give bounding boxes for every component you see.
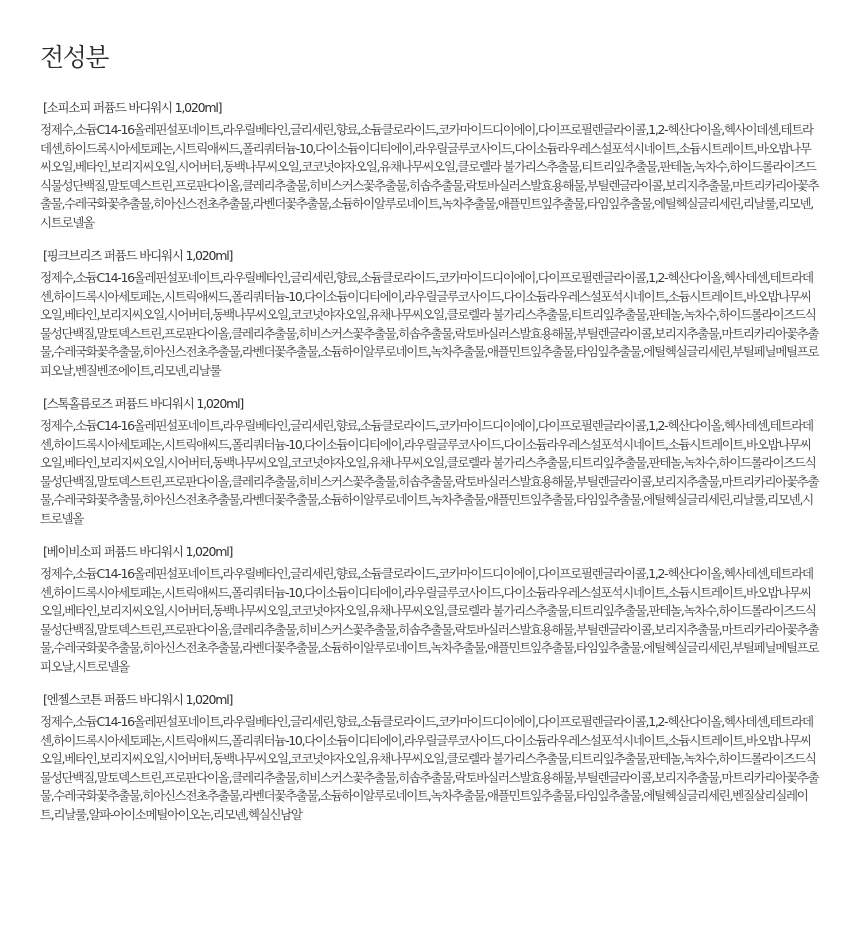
ingredients-list: 정제수,소듐C14-16올레핀설포네이트,라우릴베타인,글리세린,향료,소듐클로라이드,코카마이드디이에이,다이프로필렌글라이콜,1,2-헥산다이올,헥사데센,테트라데센,하이드록시아세토페논,시트릭애씨드,폴리쿼터늄-10,다이소듐이디티에이,라우릴글루코사이드,다이소듐라우레스설포석시네이트,소듐시트레이트,바오밥나무씨오일,베타인,보리지씨오일,시어버터,동백나무씨오일,코코넛야자오일,유채나무씨오일,클로렐라 불가리스추출물,티트리잎추출물,판테놀,녹차수,하이드롤라이즈드식물성단백질,말토덱스트린,프로판다이올,클레리추출물,히비스커스꽃추출물,히솝추출물,락토바실러스발효용해물,부틸렌글라이콜,보리지추출물,마트리카리아꽃추출물,수레국화꽃추출물,히아신스전초추출물,라벤더꽃추출물,소듐하이알루로네이트,녹차추출물,애플민트잎추출물,타임잎추출물,에틸헥실글리세린,부틸페닐메틸프로피오날,시트로넬올: [40, 566, 819, 674]
product-section-babysofi: [40, 542, 820, 676]
product-section-sofisofi: [40, 98, 820, 232]
ingredients-list: 정제수,소듐C14-16올레핀설포네이트,라우릴베타인,글리세린,향료,소듐클로라이드,코카마이드디이에이,다이프로필렌글라이콜,1,2-헥산다이올,헥사데센,테트라데센,하이드록시아세토페논,시트릭애씨드,폴리쿼터늄-10,다이소듐이디티에이,라우릴글루코사이드,다이소듐라우레스설포석시네이트,소듐시트레이트,바오밥나무씨오일,베타인,보리지씨오일,시어버터,동백나무씨오일,코코넛야자오일,유채나무씨오일,클로렐라 불가리스추출물,티트리잎추출물,판테놀,녹차수,하이드롤라이즈드식물성단백질,말토덱스트린,프로판다이올,클레리추출물,히비스커스꽃추출물,히솝추출물,락토바실러스발효용해물,부틸렌글라이콜,보리지추출물,마트리카리아꽃추출물,수레국화꽃추출물,히아신스전초추출물,라벤더꽃추출물,소듐하이알루로네이트,녹차추출물,애플민트잎추출물,타임잎추출물,에틸헥실글리세린,리날룰,리모넨,시트로넬올: [40, 418, 819, 526]
product-name: [핑크브리즈 퍼퓸드 바디워시 1,020ml]: [43, 248, 233, 263]
product-section-angelscotton: [40, 690, 820, 824]
product-name: [소피소피 퍼퓸드 바디워시 1,020ml]: [43, 100, 222, 115]
product-name: [스톡홀름로즈 퍼퓸드 바디워시 1,020ml]: [43, 396, 244, 411]
ingredients-list: 정제수,소듐C14-16올레핀설포네이트,라우릴베타인,글리세린,향료,소듐클로라이드,코카마이드디이에이,다이프로필렌글라이콜,1,2-헥산다이올,헥사데센,테트라데센,하이드록시아세토페논,시트릭애씨드,폴리쿼터늄-10,다이소듐이디티에이,라우릴글루코사이드,다이소듐라우레스설포석시네이트,소듐시트레이트,바오밥나무씨오일,베타인,보리지씨오일,시어버터,동백나무씨오일,코코넛야자오일,유채나무씨오일,클로렐라 불가리스추출물,티트리잎추출물,판테놀,녹차수,하이드롤라이즈드식물성단백질,말토덱스트린,프로판다이올,클레리추출물,히비스커스꽃추출물,히솝추출물,락토바실러스발효용해물,부틸렌글라이콜,보리지추출물,마트리카리아꽃추출물,수레국화꽃추출물,히아신스전초추출물,라벤더꽃추출물,소듐하이알루로네이트,녹차추출물,애플민트잎추출물,타임잎추출물,에틸헥실글리세린,벤질살리실레이트,리날룰,알파-아이소메틸아이오논,리모넨,헥실신남알: [40, 714, 819, 822]
product-section-stockholmrose: [40, 394, 820, 528]
ingredients-list: 정제수,소듐C14-16올레핀설포네이트,라우릴베타인,글리세린,향료,소듐클로라이드,코카마이드디이에이,다이프로필렌글라이콜,1,2-헥산다이올,헥사이데센,테트라데센,하이드록시아세토페논,시트릭애씨드,폴리쿼터늄-10,다이소듐이디티에이,라우릴글루코사이드,다이소듐라우레스설포석시네이트,소듐시트레이트,바오밥나무씨오일,베타인,보리지씨오일,시어버터,동백나무씨오일,코코넛야자오일,유채나무씨오일,클로렐라 불가리스추출물,티트리잎추출물,판테놀,녹차수,하이드롤라이즈드식물성단백질,말토덱스트린,프로판다이올,클레리추출물,히비스커스꽃추출물,히솝추출물,락토바실러스발효용해물,부틸렌글라이콜,보리지추출물,마트리카리아꽃추출물,수레국화꽃추출물,히아신스전초추출물,라벤더꽃추출물,소듐하이알루로네이트,녹차추출물,애플민트잎추출물,타임잎추출물,에틸헥실글리세린,리날룰,리모넨,시트로넬올: [40, 122, 819, 230]
product-name: [베이비소피 퍼퓸드 바디워시 1,020ml]: [43, 544, 233, 559]
product-section-pinkbreeze: [40, 246, 820, 380]
ingredients-list: 정제수,소듐C14-16올레핀설포네이트,라우릴베타인,글리세린,향료,소듐클로라이드,코카마이드디이에이,다이프로필렌글라이콜,1,2-헥산다이올,헥사데센,테트라데센,하이드록시아세토페논,시트릭애씨드,폴리쿼터늄-10,다이소듐이디티에이,라우릴글루코사이드,다이소듐라우레스설포석시네이트,소듐시트레이트,바오밥나무씨오일,베타인,보리지씨오일,시어버터,동백나무씨오일,코코넛야자오일,유채나무씨오일,클로렐라 불가리스추출물,티트리잎추출물,판테놀,녹차수,하이드롤라이즈드식물성단백질,말토덱스트린,프로판다이올,클레리추출물,히비스커스꽃추출물,히솝추출물,락토바실러스발효용해물,부틸렌글라이콜,보리지추출물,마트리카리아꽃추출물,수레국화꽃추출물,히아신스전초추출물,라벤더꽃추출물,소듐하이알루로네이트,녹차추출물,애플민트잎추출물,타임잎추출물,에틸헥실글리세린,부틸페닐메틸프로피오날,벤질벤조에이트,리모넨,리날룰: [40, 270, 819, 378]
product-name: [엔젤스코튼 퍼퓸드 바디워시 1,020ml]: [43, 692, 233, 707]
page-title: 전성분: [40, 43, 108, 72]
